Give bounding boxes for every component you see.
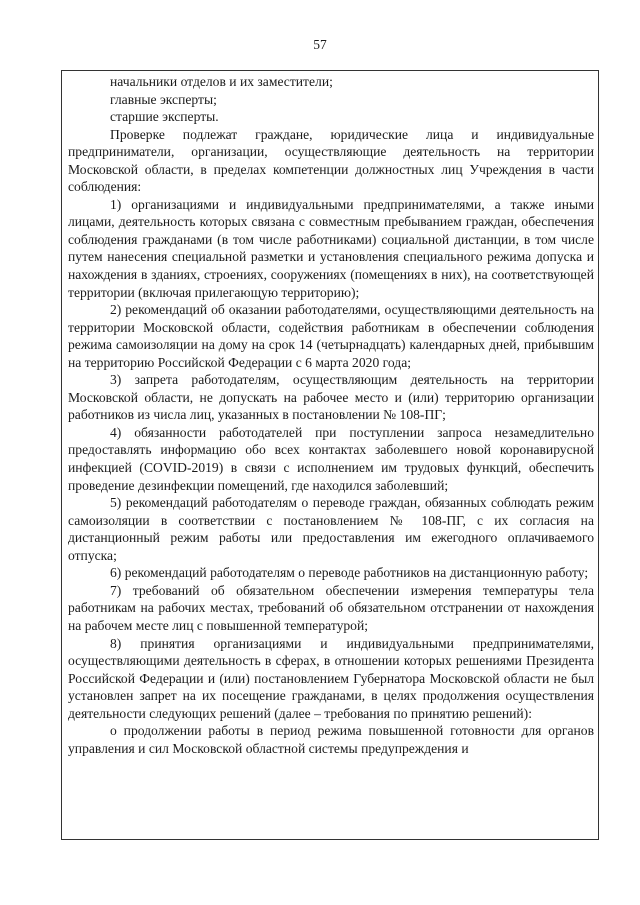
paragraph-item-6: 6) рекомендаций работодателям о переводе работников на дистанционную работу; — [110, 565, 589, 581]
paragraph-officials-heads: начальники отделов и их заместители; — [110, 74, 333, 89]
page-number: 57 — [313, 37, 327, 52]
paragraph-officials-chief-experts: главные эксперты; — [110, 91, 217, 107]
paragraph-item-2: 2) рекомендаций об оказании работодателями, осуществляющими деятельность на территории Московской области, содействия работникам в обеспечении соблюдения режима самоизоляции на дому на срок 14 (четырнадцать) календарных дней, прибывшим на территорию Российской Федерации с 6 марта 2020 года; — [68, 302, 594, 370]
paragraph-item-8: 8) принятия организациями и индивидуальными предпринимателями, осуществляющими деятельность в сферах, в отношении которых решениями Президента Российской Федерации и (или) постановлением Губернатора Московской области не был установлен запрет на их посещение гражданами, в целях продолжения осуществления деятельности следующих решений (далее – требования по принятию решений): — [68, 635, 594, 721]
paragraph-item-4: 4) обязанности работодателей при поступлении запроса незамедлительно предоставлять информацию обо всех контактах заболевшего новой коронавирусной инфекцией (COVID-2019) в связи с исполнением им трудовых функций, обеспечить проведение дезинфекции помещений, где находился заболевший; — [68, 424, 594, 493]
paragraph-inspection-subjects: Проверке подлежат граждане, юридические лица и индивидуальные предприниматели, организации, осуществляющие деятельность на территории Московской области, в пределах компетенции должностных лиц Учреждения в части соблюдения: — [68, 126, 594, 195]
paragraph-item-7: 7) требований об обязательном обеспечении измерения температуры тела работникам на рабочих местах, требований об обязательном отстранении от нахождения на рабочем месте лиц с повышенной температурой; — [68, 582, 594, 633]
document-body — [68, 73, 594, 757]
paragraph-item-1: 1) организациями и индивидуальными предпринимателями, а также иными лицами, деятельность которых связана с совместным пребыванием граждан, обеспечения соблюдения гражданами (в том числе работниками) социальной дистанции, в том числе путем нанесения специальной разметки и установления специального режима допуска и нахождения в зданиях, строениях, сооружениях (помещениях в них), на соответствующей территории (включая прилегающую территорию); — [68, 196, 594, 300]
paragraph-item-5: 5) рекомендаций работодателям о переводе граждан, обязанных соблюдать режим самоизоляции в соответствии с постановлением № 108-ПГ, с их согласия на дистанционный режим работы или предоставления им ежегодного оплачиваемого отпуска; — [68, 495, 594, 563]
paragraph-officials-senior-experts: старшие эксперты. — [110, 109, 219, 125]
paragraph-item-3: 3) запрета работодателям, осуществляющим деятельность на территории Московской области, не допускать на рабочее место и (или) территорию организации работников из числа лиц, указанных в постановлении № 108-ПГ; — [68, 372, 594, 423]
paragraph-continuation: о продолжении работы в период режима повышенной готовности для органов управления и сил Московской областной системы предупреждения и — [68, 723, 594, 756]
